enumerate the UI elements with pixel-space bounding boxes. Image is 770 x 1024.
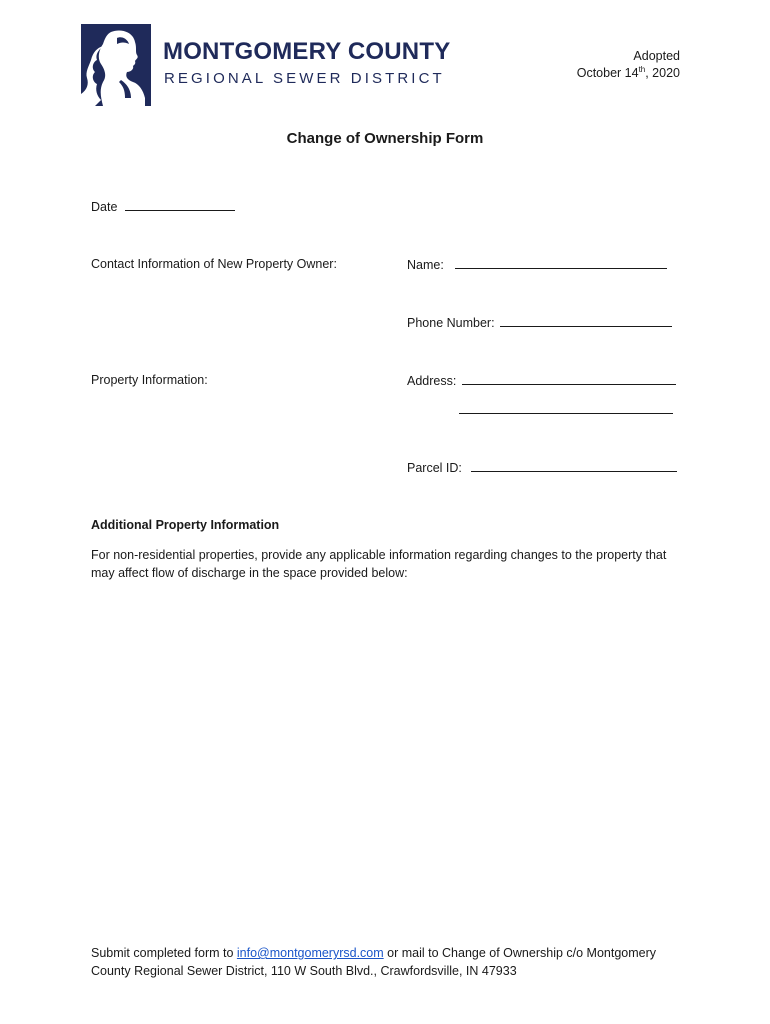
property-label: Property Information: bbox=[91, 373, 208, 387]
name-blank[interactable] bbox=[455, 256, 667, 269]
parcel-label: Parcel ID: bbox=[407, 461, 462, 475]
contact-label: Contact Information of New Property Owner: bbox=[91, 257, 337, 271]
name-label: Name: bbox=[407, 258, 444, 272]
adopted-date: October 14th, 2020 bbox=[576, 64, 680, 80]
org-name-line1: MONTGOMERY COUNTY bbox=[163, 38, 451, 65]
submission-instructions: Submit completed form to info@montgomeryrsd.com or mail to Change of Ownership c/o Montgomery County Regional Sewer District, 110 W South Blvd., Crawfordsville, IN 47933 bbox=[91, 946, 657, 978]
silhouette-logo-icon bbox=[81, 24, 151, 106]
phone-blank[interactable] bbox=[500, 314, 672, 327]
additional-instructions: For non-residential properties, provide any applicable information regarding changes to the property that may affect flow of discharge in the space provided below: bbox=[91, 548, 667, 580]
address-blank-2[interactable] bbox=[459, 401, 673, 414]
date-blank[interactable] bbox=[125, 198, 235, 211]
form-title: Change of Ownership Form bbox=[286, 130, 484, 147]
discharge-info-area[interactable] bbox=[91, 590, 681, 930]
phone-label: Phone Number: bbox=[407, 316, 495, 330]
org-name-line2: REGIONAL SEWER DISTRICT bbox=[164, 70, 445, 87]
parcel-row bbox=[407, 459, 677, 476]
adopted-note bbox=[577, 48, 680, 82]
parcel-blank[interactable] bbox=[471, 459, 677, 472]
phone-row bbox=[407, 314, 672, 331]
address-line2-row bbox=[459, 401, 673, 418]
address-label: Address: bbox=[407, 374, 457, 388]
name-row bbox=[407, 256, 667, 273]
adopted-label: Adopted bbox=[633, 49, 680, 63]
date-row bbox=[91, 198, 235, 215]
additional-heading: Additional Property Information bbox=[91, 518, 280, 532]
address-blank-1[interactable] bbox=[462, 372, 676, 385]
email-link[interactable]: info@montgomeryrsd.com bbox=[236, 946, 384, 960]
date-label: Date bbox=[91, 200, 118, 214]
address-row bbox=[407, 372, 676, 389]
